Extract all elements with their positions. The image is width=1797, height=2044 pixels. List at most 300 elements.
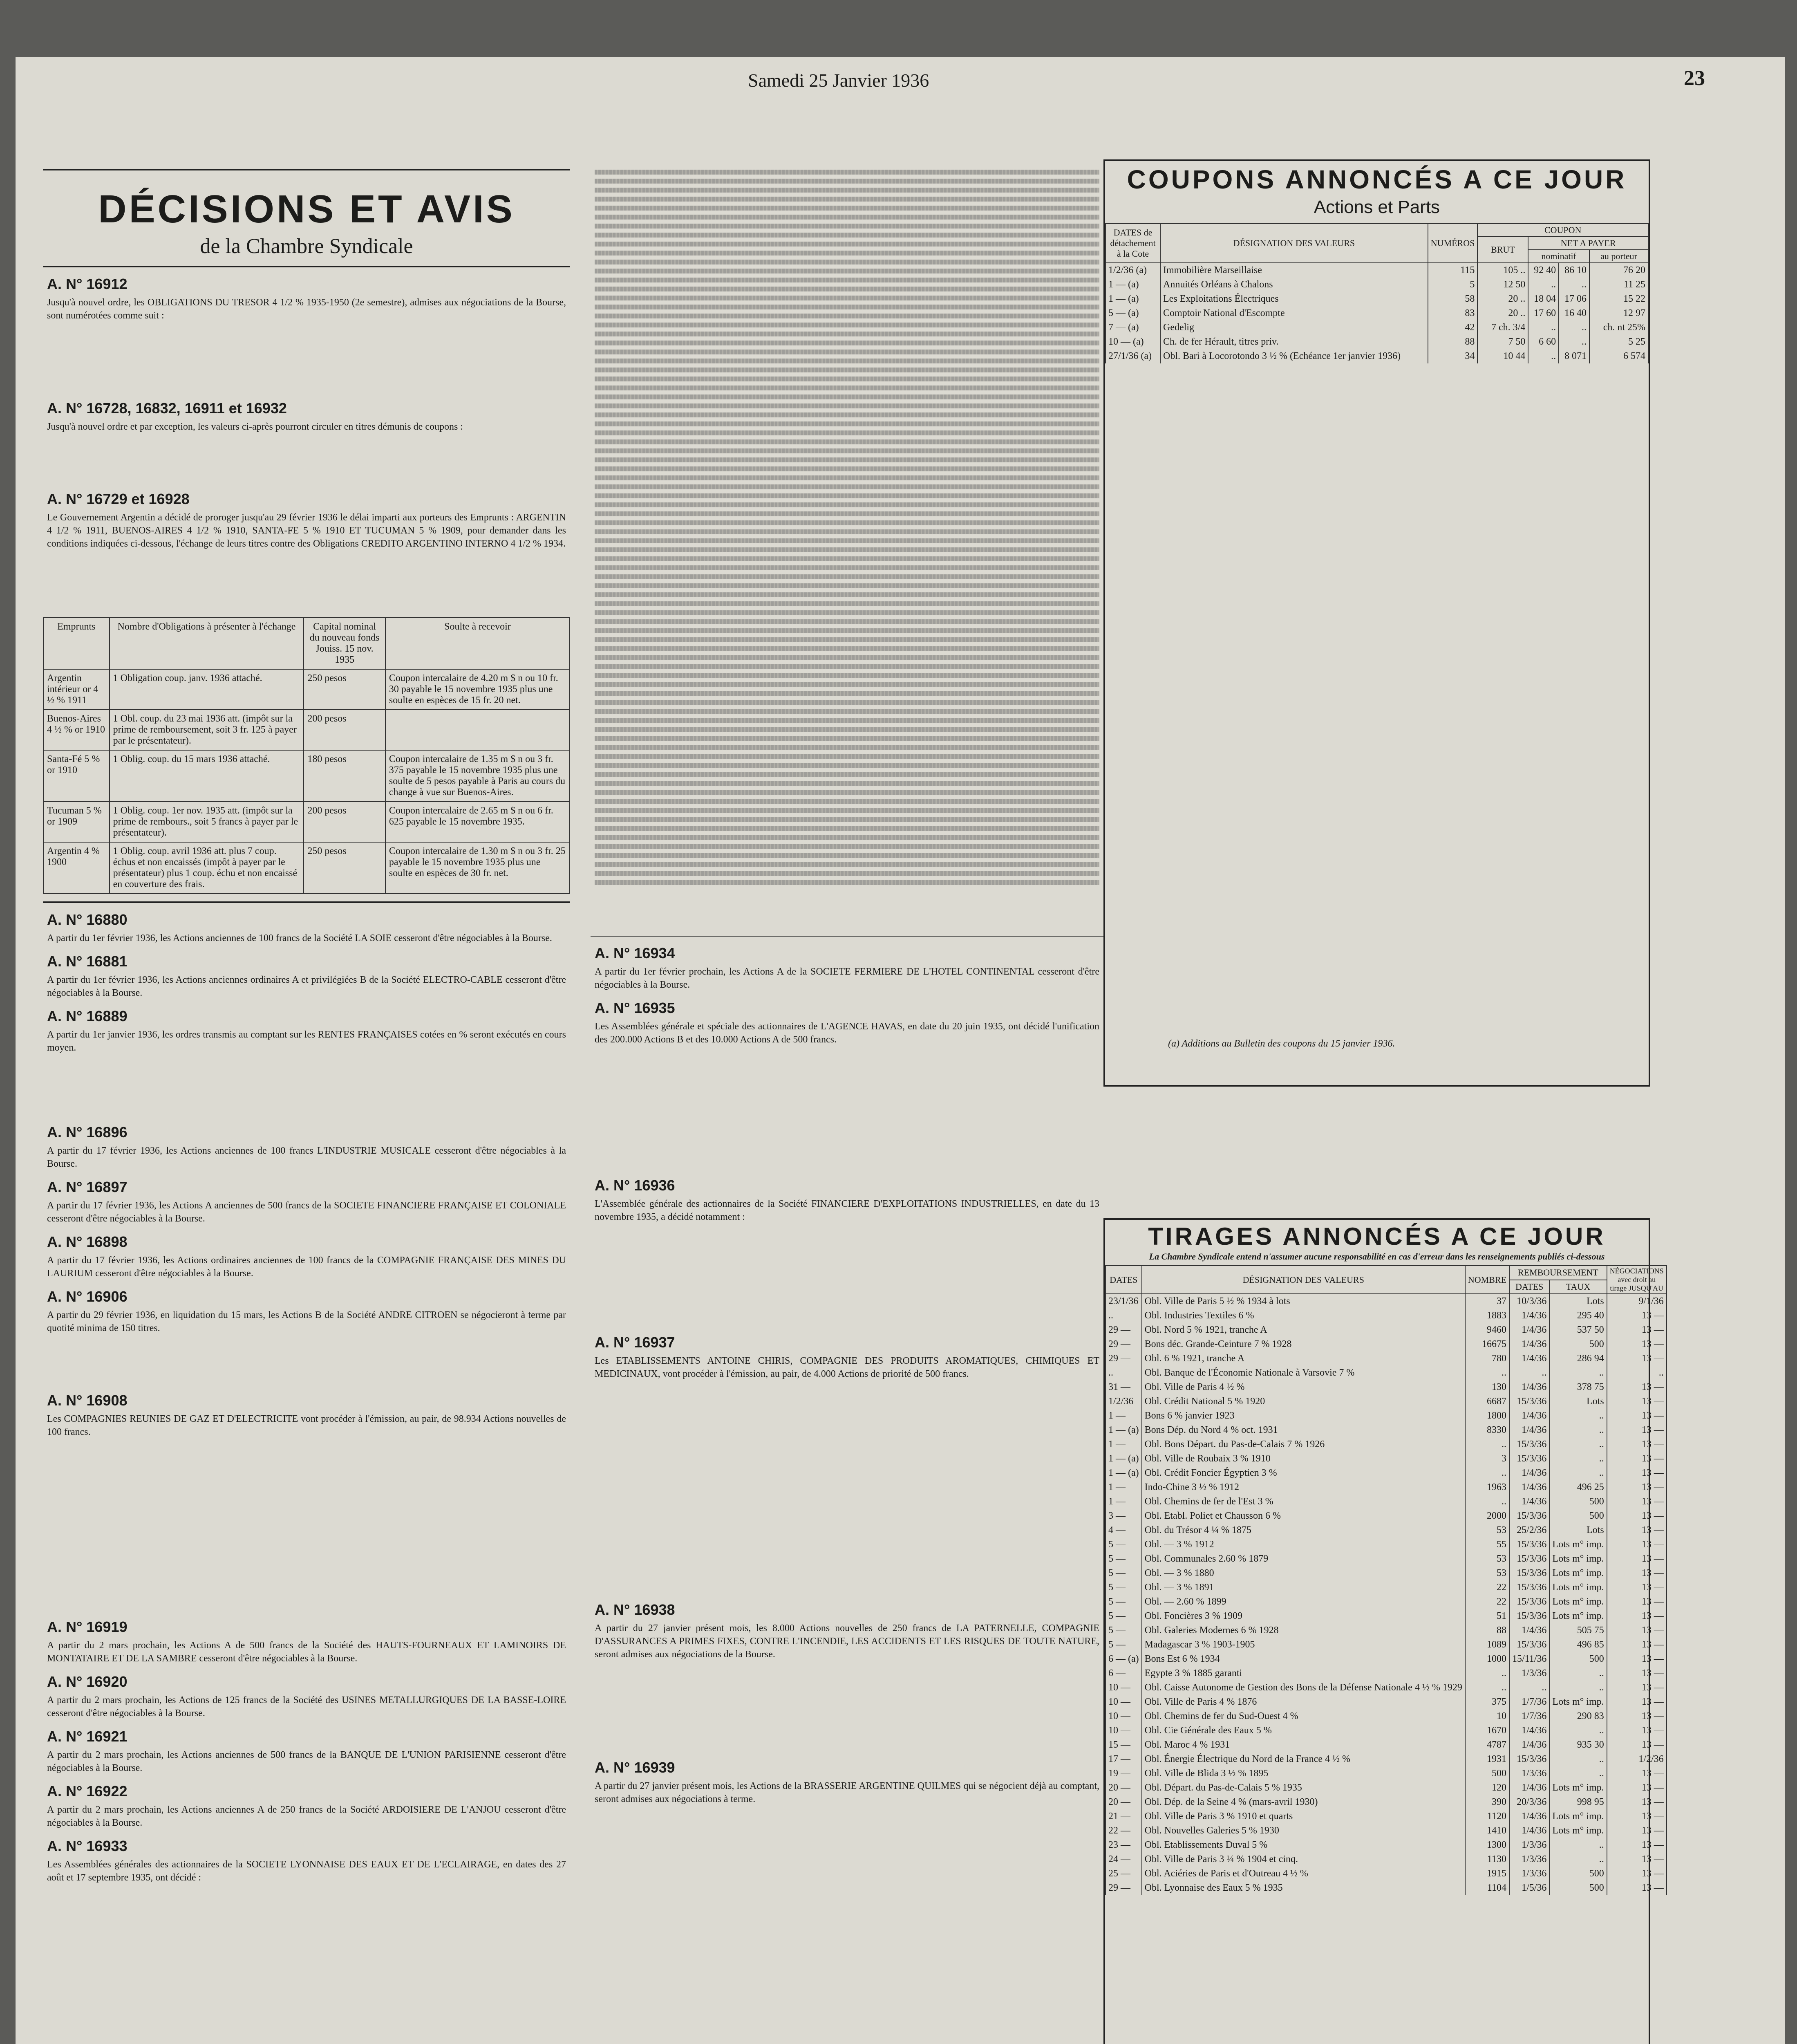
table-cell: 105 ..	[1477, 263, 1528, 278]
table-cell: Obl. Caisse Autonome de Gestion des Bons de la Défense Nationale 4 ½ % 1929	[1142, 1681, 1465, 1695]
table-cell: 15/3/36	[1509, 1566, 1549, 1580]
table-cell: Obl. Banque de l'Économie Nationale à Varsovie 7 %	[1142, 1366, 1465, 1380]
table-cell: 935 30	[1549, 1738, 1607, 1752]
decision-number: A. N° 16896	[47, 1124, 128, 1141]
col-header-designation: DÉSIGNATION DES VALEURS	[1160, 224, 1428, 263]
decision-item	[43, 1783, 570, 1829]
decision-item	[43, 1728, 570, 1775]
table-cell: Lots	[1549, 1394, 1607, 1409]
table-cell: 6 — (a)	[1106, 1652, 1142, 1666]
table-row	[1106, 1638, 1667, 1652]
decision-text: A partir du 1er février 1936, les Actions anciennes ordinaires A et privilégiées B de la Société ELECTRO-CABLE cesseront d'être négociables à la Bourse.	[47, 975, 566, 998]
table-cell: 1/4/36	[1509, 1495, 1549, 1509]
table-cell: 13 —	[1607, 1652, 1667, 1666]
decision-text: A partir du 17 février 1936, les Actions A anciennes de 500 francs de la SOCIETE FINANCIERE FRANÇAISE ET COLONIALE cesseront d'être négociables à la Bourse.	[47, 1200, 566, 1224]
table-row	[1106, 1681, 1667, 1695]
table-cell: 15/3/36	[1509, 1752, 1549, 1766]
table-cell: 500	[1549, 1495, 1607, 1509]
table-cell: 88	[1428, 335, 1478, 349]
coupons-title: COUPONS ANNONCÉS A CE JOUR	[1127, 165, 1627, 194]
table-cell: 537 50	[1549, 1323, 1607, 1337]
decision-item	[43, 1618, 570, 1665]
table-cell: 13 —	[1607, 1351, 1667, 1366]
table-row	[1106, 306, 1648, 320]
decisions-subtitle: de la Chambre Syndicale	[200, 235, 413, 258]
col-header-date: DATES de détachement à la Cote	[1106, 224, 1160, 263]
table-cell: 1 Oblig. coup. avril 1936 att. plus 7 coup. échus et non encaissés (impôt à payer par le présentateur) plus 1 coup. échu et non encaissé en couverture des frais.	[110, 842, 304, 894]
table-cell: 286 94	[1549, 1351, 1607, 1366]
table-cell: 10 —	[1106, 1681, 1142, 1695]
table-cell: 1800	[1465, 1409, 1509, 1423]
table-cell: ..	[1549, 1724, 1607, 1738]
table-cell: ..	[1106, 1366, 1142, 1380]
table-cell: 3 —	[1106, 1509, 1142, 1523]
table-cell: Tucuman 5 % or 1909	[43, 802, 110, 842]
table-cell: Obl. Ville de Paris 5 ½ % 1934 à lots	[1142, 1294, 1465, 1309]
table-cell: 1 —	[1106, 1437, 1142, 1452]
table-cell: 13 —	[1607, 1795, 1667, 1809]
decision-text: A partir du 27 janvier présent mois, les 8.000 Actions nouvelles de 250 francs de LA PATERNELLE, COMPAGNIE D'ASSURANCES A PRIMES FIXES, CONTRE L'INCENDIE, LES ACCIDENTS ET LES RISQUES DE TOUTE NATURE, seront admises aux négociations de la Bourse.	[595, 1623, 1099, 1660]
table-cell: Obl. Industries Textiles 6 %	[1142, 1309, 1465, 1323]
table-cell: 1/4/36	[1509, 1480, 1549, 1495]
table-cell: 10 — (a)	[1106, 335, 1160, 349]
table-cell: Argentin 4 % 1900	[43, 842, 110, 894]
table-cell: 1/4/36	[1509, 1809, 1549, 1824]
table-cell: 37	[1465, 1294, 1509, 1309]
table-cell: 15/3/36	[1509, 1580, 1549, 1595]
table-row	[43, 669, 570, 710]
table-cell: 12 50	[1477, 278, 1528, 292]
decision-text: A partir du 1er février prochain, les Actions A de la SOCIETE FERMIERE DE L'HOTEL CONTINENTAL cesseront d'être négociables à la Bourse.	[595, 966, 1099, 990]
table-cell: Obl. du Trésor 4 ¼ % 1875	[1142, 1523, 1465, 1537]
table-cell: 29 —	[1106, 1881, 1142, 1895]
table-cell: Obl. Départ. du Pas-de-Calais 5 % 1935	[1142, 1781, 1465, 1795]
table-cell: 13 —	[1607, 1452, 1667, 1466]
table-cell: 1670	[1465, 1724, 1509, 1738]
table-cell: 500	[1549, 1881, 1607, 1895]
table-cell: Lots m° imp.	[1549, 1595, 1607, 1609]
table-cell: 1089	[1465, 1638, 1509, 1652]
table-cell: 6 —	[1106, 1666, 1142, 1681]
table-row	[1106, 1695, 1667, 1709]
decision-item	[43, 1124, 570, 1170]
table-cell: 6 60	[1528, 335, 1559, 349]
table-cell: 5 —	[1106, 1623, 1142, 1638]
table-cell: Coupon intercalaire de 1.30 m $ n ou 3 fr. 25 payable le 15 novembre 1935 plus une soulte en espèces de 30 fr. net.	[385, 842, 570, 894]
col-header-nominatif: nominatif	[1528, 250, 1589, 263]
table-cell: 1 Oblig. coup. 1er nov. 1935 att. (impôt sur la prime de rembours., soit 5 francs à payer par le présentateur).	[110, 802, 304, 842]
table-cell: Madagascar 3 % 1903-1905	[1142, 1638, 1465, 1652]
table-row	[1106, 349, 1648, 363]
table-cell: 1/4/36	[1509, 1623, 1549, 1638]
decision-text: A partir du 2 mars prochain, les Actions anciennes de 500 francs de la BANQUE DE L'UNION PARISIENNE cesseront d'être négociables à la Bourse.	[47, 1750, 566, 1773]
table-row	[1106, 1366, 1667, 1380]
decision-text: A partir du 1er février 1936, les Actions anciennes de 100 francs de la Société LA SOIE cesseront d'être négociables à la Bourse.	[47, 933, 552, 944]
table-cell: Obl. Cie Générale des Eaux 5 %	[1142, 1724, 1465, 1738]
table-cell: 10 —	[1106, 1724, 1142, 1738]
table-cell: Lots m° imp.	[1549, 1781, 1607, 1795]
text-block	[47, 1335, 566, 1384]
decision-number: A. N° 16919	[47, 1618, 128, 1635]
col-header-remboursement: REMBOURSEMENT	[1509, 1266, 1607, 1280]
table-cell: 13 —	[1607, 1638, 1667, 1652]
table-cell: 3	[1465, 1452, 1509, 1466]
text-block	[595, 1661, 1099, 1751]
decision-item	[591, 1601, 1103, 1661]
table-row	[1106, 1437, 1667, 1452]
text-block	[595, 1046, 1099, 1169]
decision-number: A. N° 16898	[47, 1233, 128, 1250]
table-cell: Obl. Ville de Paris 4 % 1876	[1142, 1695, 1465, 1709]
table-row	[43, 802, 570, 842]
coupons-subtitle: Actions et Parts	[1314, 197, 1440, 217]
table-cell: 13 —	[1607, 1309, 1667, 1323]
table-row	[1106, 1781, 1667, 1795]
table-cell: 15/3/36	[1509, 1452, 1549, 1466]
decision-text: A partir du 2 mars prochain, les Actions anciennes A de 250 francs de la Société ARDOISIERE DE L'ANJOU cesseront d'être négociables à la Bourse.	[47, 1804, 566, 1828]
decision-number: A. N° 16729 et 16928	[47, 491, 190, 507]
table-cell: 1/4/36	[1509, 1309, 1549, 1323]
decision-item	[43, 1008, 570, 1054]
table-row	[1106, 1738, 1667, 1752]
table-cell: Obl. Énergie Électrique du Nord de la France 4 ½ %	[1142, 1752, 1465, 1766]
table-cell: 390	[1465, 1795, 1509, 1809]
table-cell: 92 40	[1528, 263, 1559, 278]
table-cell: ..	[1549, 1466, 1607, 1480]
table-cell: ..	[1549, 1852, 1607, 1867]
table-cell: 1/4/36	[1509, 1423, 1549, 1437]
table-cell: 13 —	[1607, 1738, 1667, 1752]
table-cell: 1 — (a)	[1106, 1452, 1142, 1466]
table-cell: 1000	[1465, 1652, 1509, 1666]
table-cell: 5 25	[1589, 335, 1648, 349]
table-cell: 5 —	[1106, 1595, 1142, 1609]
table-cell: 115	[1428, 263, 1478, 278]
table-cell: 13 —	[1607, 1495, 1667, 1509]
table-cell: Obl. Communales 2.60 % 1879	[1142, 1552, 1465, 1566]
table-cell: 13 —	[1607, 1394, 1667, 1409]
decision-text: A partir du 27 janvier présent mois, les Actions de la BRASSERIE ARGENTINE QUILMES qui se négocient déjà au comptant, seront admises aux négociations à terme.	[595, 1781, 1099, 1804]
table-cell: 500	[1465, 1766, 1509, 1781]
table-cell: Obl. Etablissements Duval 5 %	[1142, 1838, 1465, 1852]
table-cell: 13 —	[1607, 1609, 1667, 1623]
table-cell: 13 —	[1607, 1781, 1667, 1795]
table-cell: Les Exploitations Électriques	[1160, 292, 1428, 306]
decision-item	[43, 953, 570, 1000]
table-row	[1106, 1867, 1667, 1881]
table-cell: 500	[1549, 1652, 1607, 1666]
table-cell: 130	[1465, 1380, 1509, 1394]
table-cell: 5 —	[1106, 1552, 1142, 1566]
table-cell: Lots m° imp.	[1549, 1809, 1607, 1824]
table-cell: 1120	[1465, 1809, 1509, 1824]
decision-item	[43, 1288, 570, 1335]
table-cell: 120	[1465, 1781, 1509, 1795]
table-row	[1106, 1623, 1667, 1638]
table-cell: Obl. — 3 % 1880	[1142, 1566, 1465, 1580]
table-cell: 13 —	[1607, 1695, 1667, 1709]
decision-item	[43, 1179, 570, 1225]
decision-number: A. N° 16939	[595, 1759, 675, 1776]
table-cell: 1/4/36	[1509, 1781, 1549, 1795]
table-cell: Bons Dép. du Nord 4 % oct. 1931	[1142, 1423, 1465, 1437]
table-cell: 10	[1465, 1709, 1509, 1724]
table-row	[43, 710, 570, 750]
table-cell: 13 —	[1607, 1623, 1667, 1638]
col-header-nego: NÉGOCIATIONS avec droit au tirage JUSQU'AU	[1607, 1266, 1667, 1294]
table-cell: 13 —	[1607, 1523, 1667, 1537]
table-cell: Obl. Nouvelles Galeries 5 % 1930	[1142, 1824, 1465, 1838]
table-cell: 780	[1465, 1351, 1509, 1366]
table-cell: ..	[1607, 1366, 1667, 1380]
table-header: Emprunts	[43, 618, 110, 669]
table-cell: 29 —	[1106, 1337, 1142, 1351]
table-cell: 21 —	[1106, 1809, 1142, 1824]
table-row	[1106, 1595, 1667, 1609]
table-cell: 1883	[1465, 1309, 1509, 1323]
table-cell: Obl. Maroc 4 % 1931	[1142, 1738, 1465, 1752]
table-cell: 13 —	[1607, 1409, 1667, 1423]
table-cell: 53	[1465, 1523, 1509, 1537]
decision-item	[43, 491, 570, 550]
table-cell: Obl. — 3 % 1912	[1142, 1537, 1465, 1552]
table-cell: 55	[1465, 1537, 1509, 1552]
col-header-rdates: DATES	[1509, 1280, 1549, 1294]
text-block	[595, 170, 1099, 930]
table-header: Nombre d'Obligations à présenter à l'échange	[110, 618, 304, 669]
decision-number: A. N° 16880	[47, 911, 128, 928]
table-cell: 15/3/36	[1509, 1638, 1549, 1652]
text-block	[47, 550, 566, 612]
table-cell: 18 04	[1528, 292, 1559, 306]
table-cell: 7 50	[1477, 335, 1528, 349]
table-cell: 83	[1428, 306, 1478, 320]
table-cell: 500	[1549, 1337, 1607, 1351]
decision-item	[591, 1000, 1103, 1046]
table-cell: 496 25	[1549, 1480, 1607, 1495]
decisions-column	[43, 161, 570, 2044]
table-cell: 1130	[1465, 1852, 1509, 1867]
decision-text: Jusqu'à nouvel ordre et par exception, les valeurs ci-après pourront circuler en titres démunis de coupons :	[47, 421, 463, 432]
table-cell: 1 —	[1106, 1409, 1142, 1423]
table-cell: 15/3/36	[1509, 1437, 1549, 1452]
table-cell: Obl. Ville de Paris 3 ¼ % 1904 et cinq.	[1142, 1852, 1465, 1867]
table-cell: 12 97	[1589, 306, 1648, 320]
table-cell: 16 40	[1559, 306, 1589, 320]
table-cell: 998 95	[1549, 1795, 1607, 1809]
table-cell: 1/4/36	[1509, 1724, 1549, 1738]
table-cell: 200 pesos	[304, 710, 385, 750]
table-cell: 5 — (a)	[1106, 306, 1160, 320]
col-header-net: NET A PAYER	[1528, 237, 1648, 250]
table-cell: Obl. Etabl. Poliet et Chausson 6 %	[1142, 1509, 1465, 1523]
table-cell: 1/3/36	[1509, 1852, 1549, 1867]
table-cell: Buenos-Aires 4 ½ % or 1910	[43, 710, 110, 750]
table-cell: Indo-Chine 3 ½ % 1912	[1142, 1480, 1465, 1495]
table-cell: 15/3/36	[1509, 1595, 1549, 1609]
table-cell: Obl. Nord 5 % 1921, tranche A	[1142, 1323, 1465, 1337]
table-cell: 10 44	[1477, 349, 1528, 363]
table-cell: 1 — (a)	[1106, 292, 1160, 306]
table-cell: 1 —	[1106, 1480, 1142, 1495]
decision-item	[43, 911, 570, 945]
decision-text: Les Assemblées générales des actionnaires de la SOCIETE LYONNAISE DES EAUX ET DE L'ECLAIRAGE, en dates des 27 août et 17 septembre 1935, ont décidé :	[47, 1859, 566, 1883]
table-row	[1106, 1752, 1667, 1766]
table-cell: 13 —	[1607, 1509, 1667, 1523]
table-cell: 1300	[1465, 1838, 1509, 1852]
table-cell: 1/4/36	[1509, 1351, 1549, 1366]
text-block	[595, 1381, 1099, 1593]
table-cell: Obl. Ville de Paris 4 ½ %	[1142, 1380, 1465, 1394]
table-cell: Argentin intérieur or 4 ½ % 1911	[43, 669, 110, 710]
table-header: Soulte à recevoir	[385, 618, 570, 669]
table-cell: 25/2/36	[1509, 1523, 1549, 1537]
table-row	[1106, 1566, 1667, 1580]
table-cell: Obl. Foncières 3 % 1909	[1142, 1609, 1465, 1623]
table-cell: 22	[1465, 1580, 1509, 1595]
decision-item	[43, 1392, 570, 1439]
table-cell: Annuités Orléans à Chalons	[1160, 278, 1428, 292]
table-cell: Lots m° imp.	[1549, 1609, 1607, 1623]
table-row	[1106, 1766, 1667, 1781]
table-cell: Obl. Ville de Roubaix 3 % 1910	[1142, 1452, 1465, 1466]
decision-number: A. N° 16906	[47, 1288, 128, 1305]
decision-number: A. N° 16934	[595, 945, 675, 961]
decision-number: A. N° 16881	[47, 953, 128, 970]
table-cell: 17 —	[1106, 1752, 1142, 1766]
table-cell: Obl. — 3 % 1891	[1142, 1580, 1465, 1595]
table-cell: 10/3/36	[1509, 1294, 1549, 1309]
table-cell: 5 —	[1106, 1609, 1142, 1623]
col-header-coupon: COUPON	[1477, 224, 1648, 237]
decision-number: A. N° 16889	[47, 1008, 128, 1024]
table-row	[1106, 1795, 1667, 1809]
table-cell: 1/7/36	[1509, 1709, 1549, 1724]
decision-number: A. N° 16908	[47, 1392, 128, 1409]
table-cell: ..	[1559, 335, 1589, 349]
exchange-table	[43, 617, 570, 894]
table-cell: Obl. Bons Départ. du Pas-de-Calais 7 % 1926	[1142, 1437, 1465, 1452]
table-cell: 13 —	[1607, 1323, 1667, 1337]
table-cell: 13 —	[1607, 1537, 1667, 1552]
decision-item	[591, 1759, 1103, 1806]
decision-number: A. N° 16937	[595, 1334, 675, 1351]
table-cell: 76 20	[1589, 263, 1648, 278]
table-cell: 10 —	[1106, 1695, 1142, 1709]
table-row	[1106, 1394, 1667, 1409]
table-cell: Immobilière Marseillaise	[1160, 263, 1428, 278]
decision-text: A partir du 17 février 1936, les Actions anciennes de 100 francs L'INDUSTRIE MUSICALE cesseront d'être négociables à la Bourse.	[47, 1145, 566, 1169]
table-cell: 15 —	[1106, 1738, 1142, 1752]
text-block	[47, 1054, 566, 1116]
table-cell: ..	[1549, 1437, 1607, 1452]
table-cell: ..	[1528, 278, 1559, 292]
top-rule	[43, 169, 570, 170]
table-cell: ch. nt 25%	[1589, 320, 1648, 335]
table-cell: ..	[1465, 1495, 1509, 1509]
table-row	[1106, 1523, 1667, 1537]
decision-text: A partir du 17 février 1936, les Actions ordinaires anciennes de 100 francs de la COMPAGNIE FRANÇAISE DES MINES DU LAURIUM cesseront d'être négociables à la Bourse.	[47, 1255, 566, 1279]
table-cell: ..	[1106, 1309, 1142, 1323]
col-header-designation: DÉSIGNATION DES VALEURS	[1142, 1266, 1465, 1294]
decision-number: A. N° 16921	[47, 1728, 128, 1745]
tirages-box	[1103, 1218, 1664, 2044]
decision-number: A. N° 16920	[47, 1673, 128, 1690]
table-row	[1106, 1466, 1667, 1480]
coupons-note: (a) Additions au Bulletin des coupons du 15 janvier 1936.	[1168, 1038, 1395, 1049]
table-cell: Bons Est 6 % 1934	[1142, 1652, 1465, 1666]
table-cell: 15/3/36	[1509, 1509, 1549, 1523]
decision-number: A. N° 16912	[47, 276, 128, 292]
coupons-tirages-column	[1103, 159, 1664, 2044]
table-cell: 200 pesos	[304, 802, 385, 842]
decision-text: Les ETABLISSEMENTS ANTOINE CHIRIS, COMPAGNIE DES PRODUITS AROMATIQUES, CHIMIQUES ET MEDICINAUX, vont procéder à l'émission, au pair, de 4.000 Actions de priorité de 500 francs.	[595, 1356, 1099, 1379]
decision-item	[591, 945, 1103, 991]
col-header-brut: BRUT	[1477, 237, 1528, 263]
col-header-porteur: au porteur	[1589, 250, 1648, 263]
table-cell: Obl. — 2.60 % 1899	[1142, 1595, 1465, 1609]
decision-number: A. N° 16922	[47, 1783, 128, 1800]
text-block	[595, 1224, 1099, 1326]
table-cell: 22 —	[1106, 1824, 1142, 1838]
decision-item	[43, 1838, 570, 1884]
table-cell: 4787	[1465, 1738, 1509, 1752]
table-cell: 1 Oblig. coup. du 15 mars 1936 attaché.	[110, 750, 304, 802]
table-cell: 375	[1465, 1695, 1509, 1709]
table-row	[1106, 1309, 1667, 1323]
table-cell: 1931	[1465, 1752, 1509, 1766]
table-cell	[385, 710, 570, 750]
table-cell: Lots m° imp.	[1549, 1566, 1607, 1580]
table-cell: Coupon intercalaire de 1.35 m $ n ou 3 fr. 375 payable le 15 novembre 1935 plus une soulte de 5 pesos payable à Paris au cours du change à vue sur Buenos-Aires.	[385, 750, 570, 802]
table-cell: 5 —	[1106, 1537, 1142, 1552]
table-cell: 1963	[1465, 1480, 1509, 1495]
table-row	[1106, 1323, 1667, 1337]
decision-item	[43, 400, 570, 433]
table-cell: Bons déc. Grande-Ceinture 7 % 1928	[1142, 1337, 1465, 1351]
decision-text: L'Assemblée générale des actionnaires de la Société FINANCIERE D'EXPLOITATIONS INDUSTRIELLES, en date du 13 novembre 1935, a décidé notamment :	[595, 1199, 1099, 1222]
table-cell: Lots m° imp.	[1549, 1824, 1607, 1838]
decision-item	[43, 1673, 570, 1720]
table-row	[1106, 335, 1648, 349]
title-rule	[43, 266, 570, 267]
decision-text: Les Assemblées générale et spéciale des actionnaires de L'AGENCE HAVAS, en date du 20 juin 1935, ont décidé l'unification des 200.000 Actions B et des 10.000 Actions A de 500 francs.	[595, 1021, 1099, 1045]
table-cell: 13 —	[1607, 1595, 1667, 1609]
decision-item	[43, 1233, 570, 1280]
table-row	[1106, 1423, 1667, 1437]
table-cell: 1 —	[1106, 1495, 1142, 1509]
decision-text: A partir du 29 février 1936, en liquidation du 15 mars, les Actions B de la Société ANDRE CITROEN se négocieront à terme par quotité minima de 150 titres.	[47, 1310, 566, 1334]
table-cell: Gedelig	[1160, 320, 1428, 335]
table-cell: 22	[1465, 1595, 1509, 1609]
table-cell: 5 —	[1106, 1638, 1142, 1652]
table-cell: 13 —	[1607, 1552, 1667, 1566]
table-row	[1106, 1666, 1667, 1681]
table-row	[1106, 278, 1648, 292]
table-cell: 13 —	[1607, 1838, 1667, 1852]
table-cell: 31 —	[1106, 1380, 1142, 1394]
table-cell: 51	[1465, 1609, 1509, 1623]
tirages-subtitle: La Chambre Syndicale entend n'assumer aucune responsabilité en cas d'erreur dans les renseignements publiés ci-dessous	[1149, 1251, 1605, 1262]
table-cell: ..	[1549, 1423, 1607, 1437]
table-row	[1106, 1495, 1667, 1509]
table-row	[1106, 1351, 1667, 1366]
table-cell: 505 75	[1549, 1623, 1607, 1638]
decision-text: A partir du 2 mars prochain, les Actions de 125 francs de la Société des USINES METALLURGIQUES DE LA BASSE-LOIRE cesseront d'être négociables à la Bourse.	[47, 1695, 566, 1719]
text-block	[47, 322, 566, 392]
table-cell: 29 —	[1106, 1323, 1142, 1337]
table-cell: 1/4/36	[1509, 1738, 1549, 1752]
